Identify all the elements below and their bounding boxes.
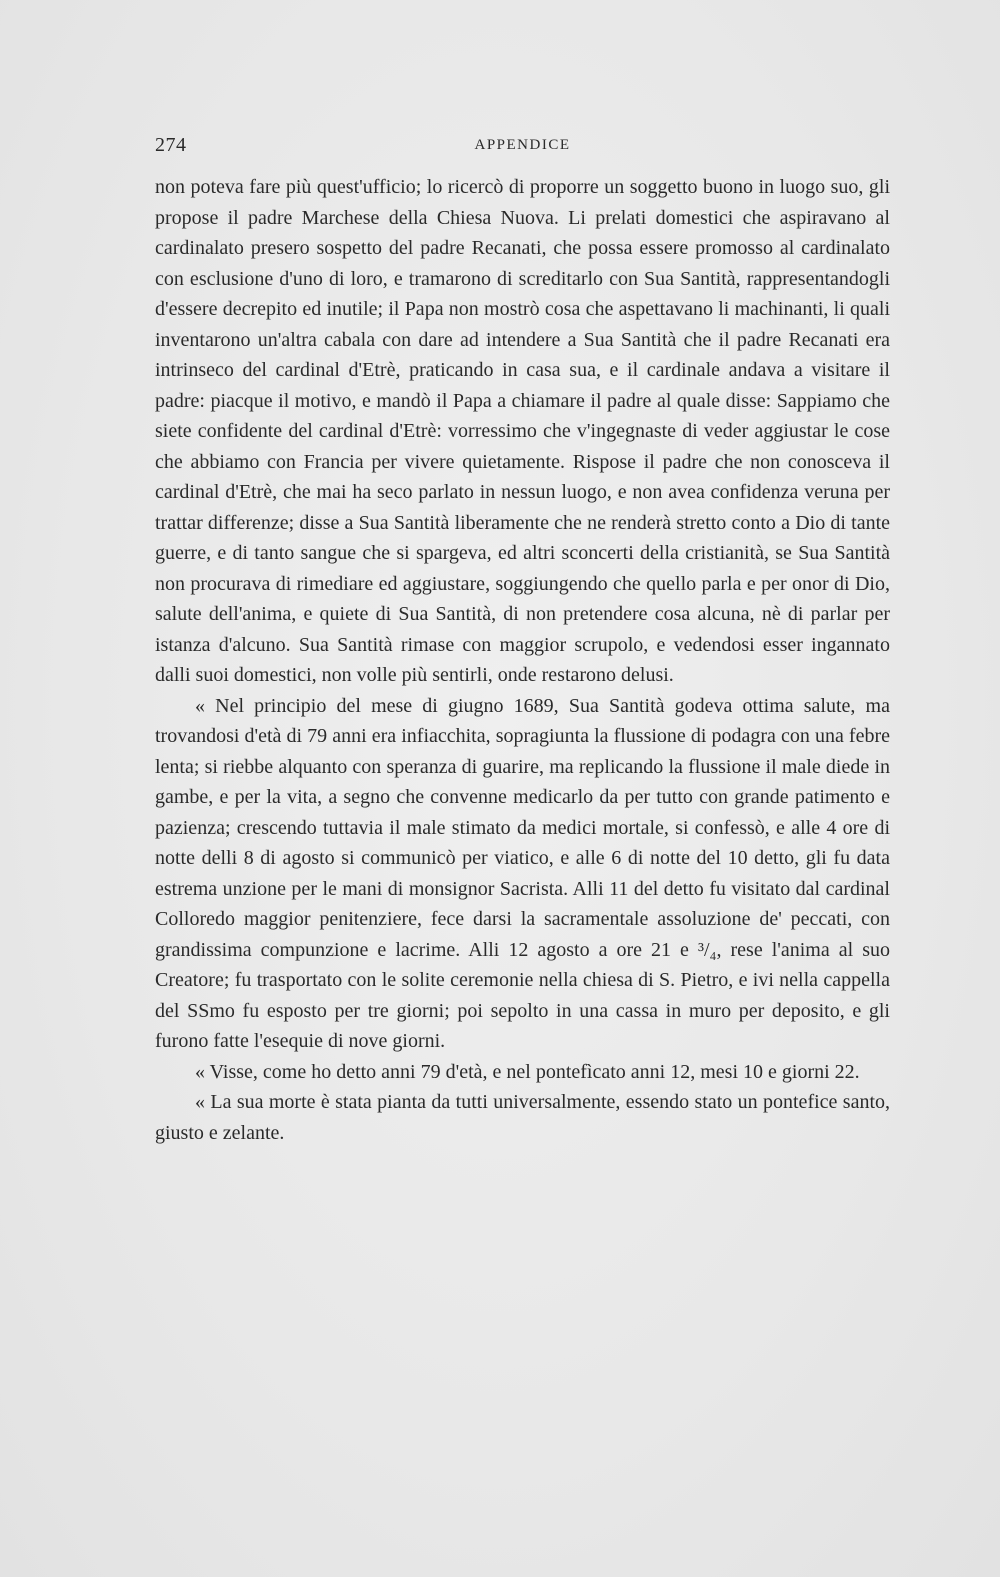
body-text bbox=[155, 172, 890, 1148]
page-number: 274 bbox=[155, 134, 187, 156]
paragraph-age: « Visse, come ho detto anni 79 d'età, e nel pontefìcato anni 12, mesi 10 e giorni 22. bbox=[195, 1060, 860, 1083]
page-header bbox=[155, 134, 890, 162]
paragraph-continuation: non poteva fare più quest'ufficio; lo ricercò di proporre un soggetto buono in luogo suo, gli propose il padre Marchese della Chiesa Nuova. Li prelati domestici che aspiravano al cardinalato presero sospetto del padre Recanati, che possa essere promosso al cardinalato con esclusione d'uno di loro, e tramarono di screditarlo con Sua Santità, rappresentandogli d'essere decrepito ed inutile; il Papa non mostrò cosa che aspettavano li machinanti, li quali inventarono un'altra cabala con dare ad intendere a Sua Santità che il padre Recanati era intrinseco del cardinal d'Etrè, praticando in casa sua, e il cardinale andava a visitare il padre: piacque il motivo, e mandò il Papa a chiamare il padre al quale disse: Sappiamo che siete confidente del cardinal d'Etrè: vorressimo che v'ingegnaste di veder aggiustar le cose che abbiamo con Francia per vivere quietamente. Rispose il padre che non conosceva il cardinal d'Etrè, che mai ha seco parlato in nessun luogo, e non avea confidenza veruna per trattar differenze; disse a Sua Santità liberamente che ne renderà stretto conto a Dio di tante guerre, e di tanto sangue che si spargeva, ed altri sconcerti della cristianità, se Sua Santità non procurava di rimediare ed aggiustare, soggiungendo che quello parla e per onor di Dio, salute dell'anima, e quiete di Sua Santità, di non pretendere cosa alcuna, nè di parlar per istanza d'alcuno. Sua Santità rimase con maggior scrupolo, e vedendosi esser ingannato dalli suoi domestici, non volle più sentirli, onde restarono delusi. bbox=[155, 176, 890, 686]
paragraph-death-account: « Nel principio del mese di giugno 1689, Sua Santità godeva ottima salute, ma trovandosi d'età di 79 anni era infiacchita, sopragiunta la flussione di podagra con una febre lenta; si riebbe alquanto con speranza di guarire, ma replicando la flussione il male diede in gambe, e per la vita, a segno che convenne medicarlo da per tutto con grande patimento e pazienza; crescendo tuttavia il male stimato da medici mortale, si confessò, e alle 4 ore di notte delli 8 di agosto si communicò per viatico, e alle 6 di notte del 10 detto, gli fu data estrema unzione per le mani di monsignor Sacrista. Alli 11 del detto fu visitato dal cardinal Colloredo maggior penitenziere, fece darsi la sacramentale assoluzione de' peccati, con grandissima compunzione e lacrime. Alli 12 agosto a ore 21 e ³/₄, rese l'anima al suo Creatore; fu trasportato con le solite ceremonie nella chiesa di S. Pietro, e ivi nella cappella del SSmo fu esposto per tre giorni; poi sepolto in una cassa in muro per deposito, e gli furono fatte l'esequie di nove giorni. bbox=[155, 694, 890, 1052]
paragraph-mourning: « La sua morte è stata pianta da tutti universalmente, essendo stato un pontefice santo, giusto e zelante. bbox=[155, 1091, 890, 1144]
running-head: APPENDICE bbox=[474, 137, 571, 153]
